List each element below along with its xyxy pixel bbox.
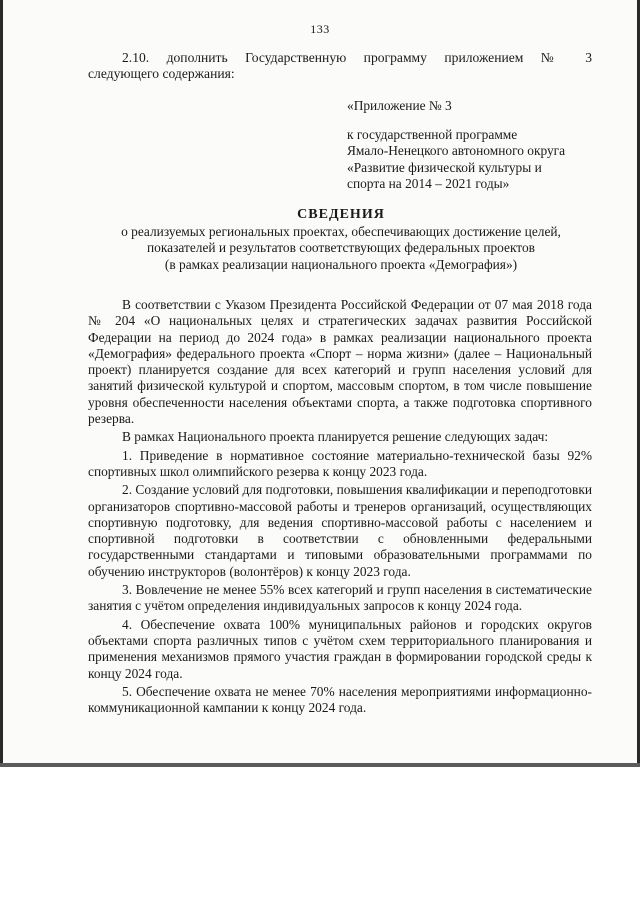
body-text (88, 297, 592, 716)
paragraph-task-2: 2. Создание условий для подготовки, повышения квалификации и переподготовки организаторов спортивно-массовой работы и тренеров организаций, осуществляющих спортивную подготовку, для ведения спортивно-массовой работы с населением и спортивной подготовки в соответствии с обновленными федеральными государственными стандартами и типовыми образовательными программами по обучению инструкторов (волонтёров) к концу 2023 года. (88, 482, 592, 579)
appendix-line-1: к государственной программе (347, 126, 518, 142)
intro-line-2: следующего содержания: (88, 66, 235, 81)
appendix-line-3: «Развитие физической культуры и (347, 159, 542, 175)
page-number: 133 (310, 22, 330, 36)
appendix-line-4: спорта на 2014 – 2021 годы» (347, 176, 510, 191)
paragraph-tasks-intro: В рамках Национального проекта планируется решение следующих задач: (122, 429, 549, 445)
appendix-line-2: Ямало-Ненецкого автономного округа (347, 143, 566, 158)
scan-edge-bottom (0, 763, 640, 767)
heading-title: СВЕДЕНИЯ (297, 207, 385, 222)
intro-line-1: 2.10. дополнить Государственную программу приложением № 3 (122, 50, 592, 65)
paragraph-task-3: 3. Вовлечение не менее 55% всех категорий и групп населения в систематические занятия с учётом определения индивидуальных запросов к концу 2024 года. (88, 582, 592, 614)
appendix-title: «Приложение № 3 (347, 98, 452, 113)
paragraph-task-4: 4. Обеспечение охвата 100% муниципальных районов и городских округов объектами спорта различных типов с учётом схем территориального планирования и применения механизмов прямого участия граждан в формировании городской среды к концу 2024 года. (88, 616, 592, 681)
paragraph-task-5: 5. Обеспечение охвата не менее 70% населения мероприятиями информационно-коммуникационной кампании к концу 2024 года. (88, 683, 592, 716)
scan-edge-left (0, 0, 3, 765)
document-heading (80, 207, 602, 273)
heading-line-1: о реализуемых региональных проектах, обеспечивающих достижение целей, (121, 223, 561, 239)
heading-line-2: показателей и результатов соответствующих федеральных проектов (146, 240, 536, 255)
paragraph-decree: В соответствии с Указом Президента Российской Федерации от 07 мая 2018 года № 204 «О национальных целях и стратегических задачах развития Российской Федерации на период до 2024 года» в рамках реализации национального проекта «Демография» федерального проекта «Спорт – норма жизни» (далее – Национальный проект) планируется создание для всех категорий и групп населения условий для занятий физической культурой и спортом, массовым спортом, в том числе повышение уровня обеспеченности населения объектами спорта, а также подготовка спортивного резерва. (88, 297, 592, 427)
paragraph-task-1: 1. Приведение в нормативное состояние материально-технической базы 92% спортивных школ олимпийского резерва к концу 2023 года. (88, 447, 592, 479)
appendix-header (347, 98, 597, 193)
heading-line-3: (в рамках реализации национального проекта «Демография») (164, 256, 518, 272)
intro-clause (88, 50, 592, 82)
